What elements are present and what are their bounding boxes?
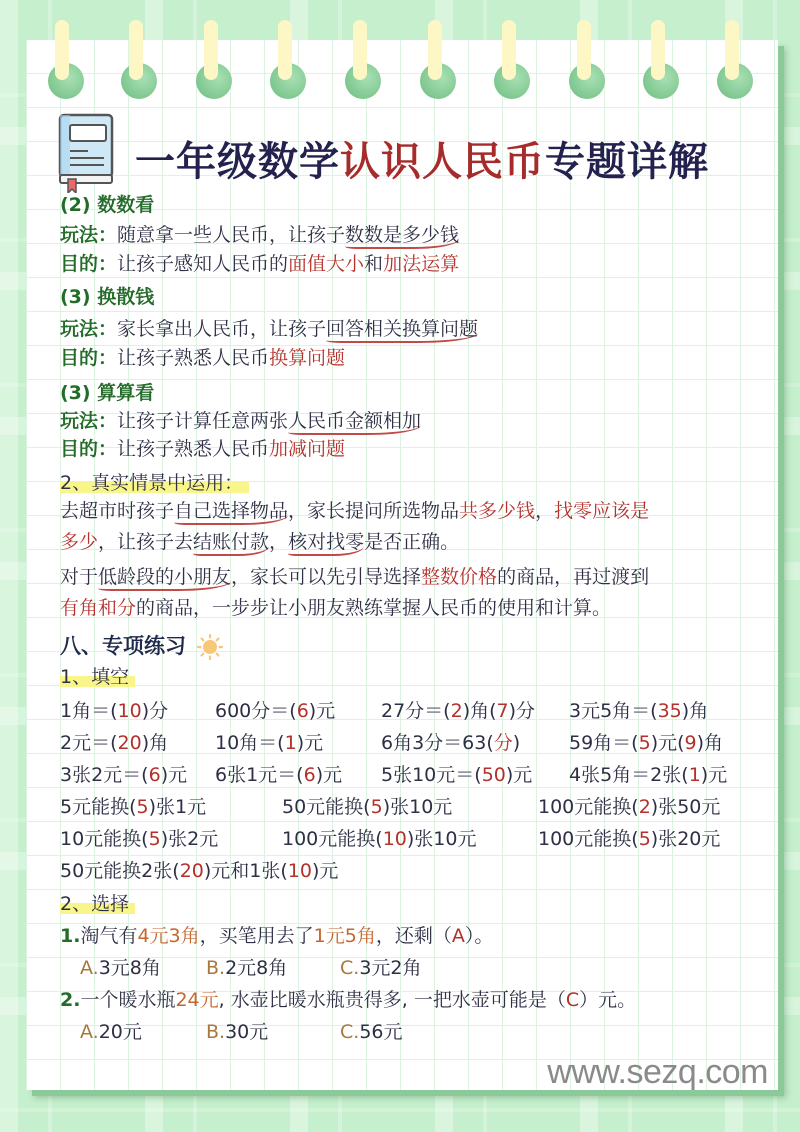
- goal-text: 让孩子感知人民币的: [117, 253, 289, 275]
- fill-row: [60, 855, 750, 887]
- text: ): [512, 732, 521, 754]
- choice-heading: [60, 891, 750, 918]
- text: 6角3分＝63(: [381, 732, 494, 754]
- answer: 10: [287, 860, 312, 882]
- text: 27分＝(: [381, 700, 451, 722]
- binding-ring: [278, 20, 292, 80]
- title-text: 专题详解: [545, 139, 709, 185]
- answer: 6: [148, 764, 161, 786]
- answer: A: [451, 925, 465, 947]
- binding-ring: [55, 20, 69, 80]
- emphasis-text: 加减问题: [269, 438, 346, 460]
- binding-ring: [725, 20, 739, 80]
- practice-heading: 八、专项练习: [60, 634, 186, 658]
- section-heading: [60, 470, 750, 497]
- text: )角: [141, 732, 169, 754]
- text: 去超市时孩子: [60, 500, 175, 522]
- option: [340, 952, 422, 984]
- binding-ring: [428, 20, 442, 80]
- text: 5元能换(: [60, 796, 137, 818]
- goal-text: 让孩子熟悉人民币: [117, 347, 270, 369]
- text: )元: [700, 764, 728, 786]
- play-text: 让孩子计算任意两张: [117, 410, 289, 432]
- text: ，家长可以先引导选择: [231, 566, 422, 588]
- goal-text: 让孩子熟悉人民币: [117, 438, 270, 460]
- options-row: [60, 1016, 750, 1048]
- option: [340, 1016, 403, 1048]
- fill-item: [538, 823, 720, 855]
- fill-item: [60, 855, 338, 887]
- option: [80, 1016, 206, 1048]
- underlined-text: 人民币金额相加: [288, 410, 421, 435]
- fill-item: [60, 727, 215, 759]
- play-line: [60, 316, 750, 343]
- section-heading: [60, 630, 750, 662]
- answer: 35: [657, 700, 682, 722]
- emphasis-text: 多少: [60, 531, 99, 553]
- answer: 6: [303, 764, 316, 786]
- game-section: [60, 284, 750, 372]
- text: 对于: [60, 566, 99, 588]
- play-text: 家长拿出人民币，让孩子: [117, 318, 327, 340]
- answer: 2: [450, 700, 463, 722]
- highlighted-heading: 1、填空: [60, 666, 135, 688]
- text: 10元能换(: [60, 828, 149, 850]
- text: )张50元: [650, 796, 721, 818]
- fill-item: [60, 791, 282, 823]
- fill-item: [381, 727, 569, 759]
- text: )角(: [462, 700, 497, 722]
- binding-ring: [129, 20, 143, 80]
- text: 6张1元＝(: [215, 764, 304, 786]
- text: ，还剩（: [375, 925, 452, 947]
- text: )张1元: [148, 796, 207, 818]
- text: 3元5角＝(: [569, 700, 658, 722]
- question-number: 2.: [60, 989, 81, 1011]
- text: 4张5角＝2张(: [569, 764, 689, 786]
- answer: 6: [296, 700, 309, 722]
- underlined-text: 核对找零: [288, 531, 364, 556]
- fill-blank-heading: [60, 664, 750, 691]
- emphasis-text: 换算问题: [269, 347, 346, 369]
- text: 2元＝(: [60, 732, 118, 754]
- fill-item: [282, 791, 538, 823]
- text: A.: [80, 957, 99, 979]
- emphasis-text: 加法运算: [383, 253, 460, 275]
- answer: C: [565, 989, 580, 1011]
- underlined-text: 结账付款: [193, 531, 269, 556]
- fill-item: [60, 823, 282, 855]
- play-line: [60, 222, 750, 249]
- content-body: [60, 192, 750, 1048]
- answer: 5: [370, 796, 383, 818]
- underlined-text: 自己选择物品: [174, 500, 288, 525]
- text: 3张2元＝(: [60, 764, 149, 786]
- play-text: 随意拿一些人民币，让孩子: [117, 224, 346, 246]
- fill-item: [381, 695, 569, 727]
- play-label: 玩法：: [60, 224, 118, 246]
- text: 是否正确。: [364, 531, 460, 553]
- answer: 20: [179, 860, 204, 882]
- text: )元: [315, 764, 343, 786]
- options-row: [60, 952, 750, 984]
- text: )张10元: [382, 796, 453, 818]
- fill-item: [569, 695, 708, 727]
- value: 1元5角: [313, 925, 376, 947]
- text: )角: [681, 700, 709, 722]
- fill-blank-grid: [60, 695, 750, 887]
- fill-row: [60, 727, 750, 759]
- text: )元: [296, 732, 324, 754]
- text: 3元8角: [98, 957, 161, 979]
- text: 的商品，一步步让小朋友熟练掌握人民币的使用和计算。: [136, 597, 612, 619]
- real-life-section: [60, 470, 750, 622]
- answer: 10: [117, 700, 142, 722]
- text: ，: [269, 531, 289, 553]
- text: 50元能换(: [282, 796, 371, 818]
- text: )元: [505, 764, 533, 786]
- goal-line: [60, 436, 750, 463]
- fill-item: [282, 823, 538, 855]
- paragraph-line: [60, 529, 750, 556]
- text: 一个暖水瓶: [80, 989, 176, 1011]
- fill-item: [538, 791, 720, 823]
- game-section: [60, 380, 750, 463]
- text: 100元能换(: [538, 796, 639, 818]
- text: 59角＝(: [569, 732, 639, 754]
- title-accent-text: 认识人民币: [340, 139, 545, 185]
- answer: 1: [688, 764, 701, 786]
- fill-item: [215, 759, 381, 791]
- binding-ring: [651, 20, 665, 80]
- goal-line: [60, 345, 750, 372]
- text: , 水壶比暖水瓶贵得多, 一把水壶可能是（: [218, 989, 566, 1011]
- emphasis-text: 面值大小: [288, 253, 365, 275]
- play-line: [60, 408, 750, 435]
- binding-ring: [577, 20, 591, 80]
- text: 5张10元＝(: [381, 764, 482, 786]
- text: ，家长提问所选物品: [288, 500, 460, 522]
- highlighted-heading: 2、真实情景中运用：: [60, 472, 249, 494]
- underlined-text: 数数是多少钱: [345, 224, 459, 249]
- fill-item: [60, 759, 215, 791]
- practice-section: [60, 630, 750, 1048]
- book-icon: [58, 113, 118, 193]
- text: )元(: [650, 732, 685, 754]
- text: ）。: [464, 925, 494, 947]
- watermark: www.sezq.com: [547, 1053, 768, 1091]
- fill-row: [60, 695, 750, 727]
- title-text: 一年级数学: [135, 139, 340, 185]
- section-heading: (3) 算算看: [60, 382, 155, 404]
- text: 100元能换(: [282, 828, 383, 850]
- fill-item: [215, 727, 381, 759]
- answer: 5: [638, 732, 651, 754]
- answer: 分: [493, 732, 513, 754]
- answer: 1: [284, 732, 297, 754]
- goal-line: [60, 251, 750, 278]
- answer: 2: [638, 796, 651, 818]
- text: ，: [535, 500, 555, 522]
- fill-item: [60, 695, 215, 727]
- answer: 10: [382, 828, 407, 850]
- fill-item: [569, 759, 727, 791]
- answer: 7: [496, 700, 509, 722]
- text: )张2元: [160, 828, 219, 850]
- emphasis-text: 共多少钱: [459, 500, 536, 522]
- sun-icon: [197, 634, 223, 660]
- value: 4元3角: [137, 925, 200, 947]
- text: ，让孩子去: [98, 531, 194, 553]
- question: [60, 984, 750, 1016]
- emphasis-text: 有角和分: [60, 597, 137, 619]
- binding-ring: [204, 20, 218, 80]
- fill-row: [60, 791, 750, 823]
- answer: 9: [684, 732, 697, 754]
- answer: 5: [136, 796, 149, 818]
- text: C.: [340, 1021, 360, 1043]
- text: 10角＝(: [215, 732, 285, 754]
- highlighted-heading: 2、选择: [60, 893, 135, 915]
- text: B.: [206, 957, 226, 979]
- text: C.: [340, 957, 360, 979]
- text: ，买笔用去了: [199, 925, 314, 947]
- paragraph-line: [60, 498, 750, 525]
- fill-row: [60, 759, 750, 791]
- option: [80, 952, 206, 984]
- answer: 5: [148, 828, 161, 850]
- binding-ring: [502, 20, 516, 80]
- fill-item: [381, 759, 569, 791]
- answer: 20: [117, 732, 142, 754]
- text: )张20元: [650, 828, 721, 850]
- goal-label: 目的：: [60, 253, 118, 275]
- answer: 50: [481, 764, 506, 786]
- text: )分: [508, 700, 536, 722]
- text: ）元。: [579, 989, 637, 1011]
- text: 600分＝(: [215, 700, 297, 722]
- option: [206, 1016, 340, 1048]
- value: 24元: [175, 989, 219, 1011]
- text: )元: [308, 700, 336, 722]
- text: )元和1张(: [203, 860, 288, 882]
- fill-item: [215, 695, 381, 727]
- fill-item: [569, 727, 723, 759]
- option: [206, 952, 340, 984]
- section-heading: (3) 换散钱: [60, 286, 155, 308]
- section-heading: (2) 数数看: [60, 194, 155, 216]
- binding-ring: [353, 20, 367, 80]
- page-title: [135, 130, 709, 187]
- text: 淘气有: [80, 925, 138, 947]
- play-label: 玩法：: [60, 410, 118, 432]
- play-label: 玩法：: [60, 318, 118, 340]
- paragraph-line: [60, 595, 750, 622]
- answer: 5: [638, 828, 651, 850]
- emphasis-text: 找零应该是: [554, 500, 650, 522]
- text: )元: [311, 860, 339, 882]
- text: )分: [141, 700, 169, 722]
- underlined-text: 回答相关换算问题: [326, 318, 478, 343]
- question: [60, 920, 750, 952]
- text: )元: [160, 764, 188, 786]
- text: 的商品，再过渡到: [497, 566, 650, 588]
- goal-label: 目的：: [60, 347, 118, 369]
- fill-row: [60, 823, 750, 855]
- text: 30元: [225, 1021, 269, 1043]
- text: 1角＝(: [60, 700, 118, 722]
- underlined-text: 低龄段的小朋友: [98, 566, 231, 591]
- text: 50元能换2张(: [60, 860, 180, 882]
- text: 20元: [98, 1021, 142, 1043]
- goal-label: 目的：: [60, 438, 118, 460]
- text: B.: [206, 1021, 226, 1043]
- paragraph-line: [60, 564, 750, 591]
- text: )角: [696, 732, 724, 754]
- text: )张10元: [406, 828, 477, 850]
- question-number: 1.: [60, 925, 81, 947]
- text: 2元8角: [225, 957, 288, 979]
- text: A.: [80, 1021, 99, 1043]
- page-header: [55, 110, 755, 190]
- text: 100元能换(: [538, 828, 639, 850]
- text: 3元2角: [359, 957, 422, 979]
- emphasis-text: 整数价格: [421, 566, 498, 588]
- text: 56元: [359, 1021, 403, 1043]
- goal-text: 和: [364, 253, 384, 275]
- game-section: [60, 192, 750, 278]
